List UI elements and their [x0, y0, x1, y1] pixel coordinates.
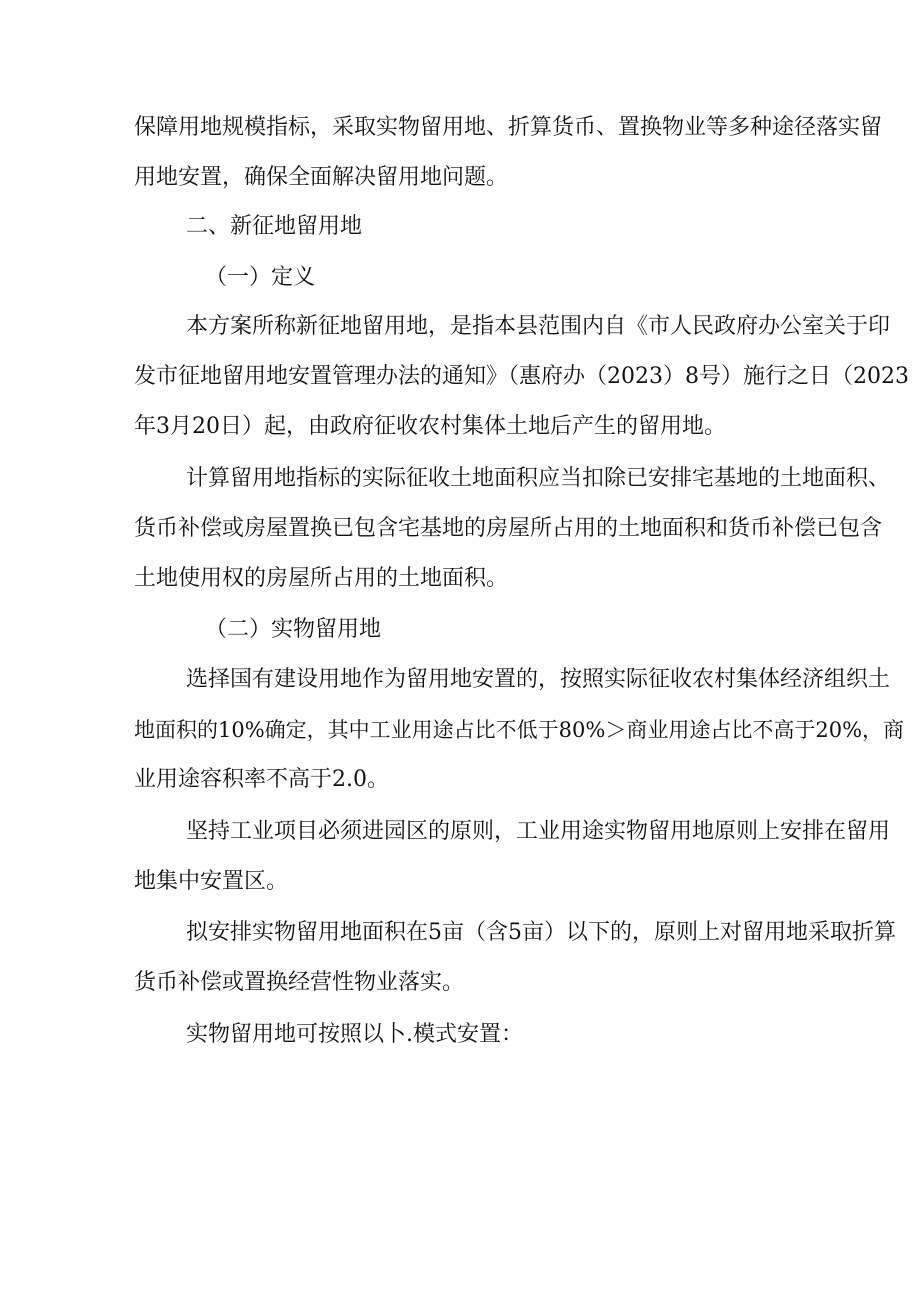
paragraph-line: 土地使用权的房屋所占用的土地面积。 — [134, 566, 509, 591]
paragraph-line: 年3月20日）起，由政府征收农村集体土地后产生的留用地。 — [134, 414, 726, 439]
paragraph-line: 计算留用地指标的实际征收土地面积应当扣除已安排宅基地的土地面积、 — [186, 466, 891, 491]
paragraph-line: 坚持工业项目必须进园区的原则，工业用途实物留用地原则上安排在留用 — [186, 819, 891, 844]
paragraph-line: 本方案所称新征地留用地，是指本县范围内自《市人民政府办公室关于印 — [186, 314, 891, 339]
paragraph-line: 保障用地规模指标，采取实物留用地、折算货币、置换物业等多种途径落实留 — [134, 115, 883, 140]
paragraph-line: 业用途容积率不高于2.0。 — [134, 767, 389, 792]
subsection-heading: （一）定义 — [205, 265, 316, 290]
paragraph-line: 地面积的10%确定，其中工业用途占比不低于80%＞商业用途占比不高于20%，商 — [134, 718, 905, 742]
paragraph-line: 用地安置，确保全面解决留用地问题。 — [134, 165, 509, 190]
paragraph-line: 拟安排实物留用地面积在5亩（含5亩）以下的，原则上对留用地采取折算 — [186, 920, 896, 945]
paragraph-line: 货币补偿或置换经营性物业落实。 — [134, 970, 465, 995]
paragraph-line: 发市征地留用地安置管理办法的通知》（惠府办（2023）8号）施行之日（2023 — [134, 364, 909, 389]
paragraph-line: 选择国有建设用地作为留用地安置的，按照实际征收农村集体经济组织土 — [186, 667, 891, 692]
subsection-heading: （二）实物留用地 — [205, 617, 382, 642]
paragraph-line: 实物留用地可按照以卜.模式安置： — [186, 1022, 523, 1047]
paragraph-line: 货币补偿或房屋置换已包含宅基地的房屋所占用的土地面积和货币补偿已包含 — [134, 516, 883, 541]
paragraph-line: 地集中安置区。 — [134, 869, 289, 894]
section-heading: 二、新征地留用地 — [186, 214, 363, 239]
